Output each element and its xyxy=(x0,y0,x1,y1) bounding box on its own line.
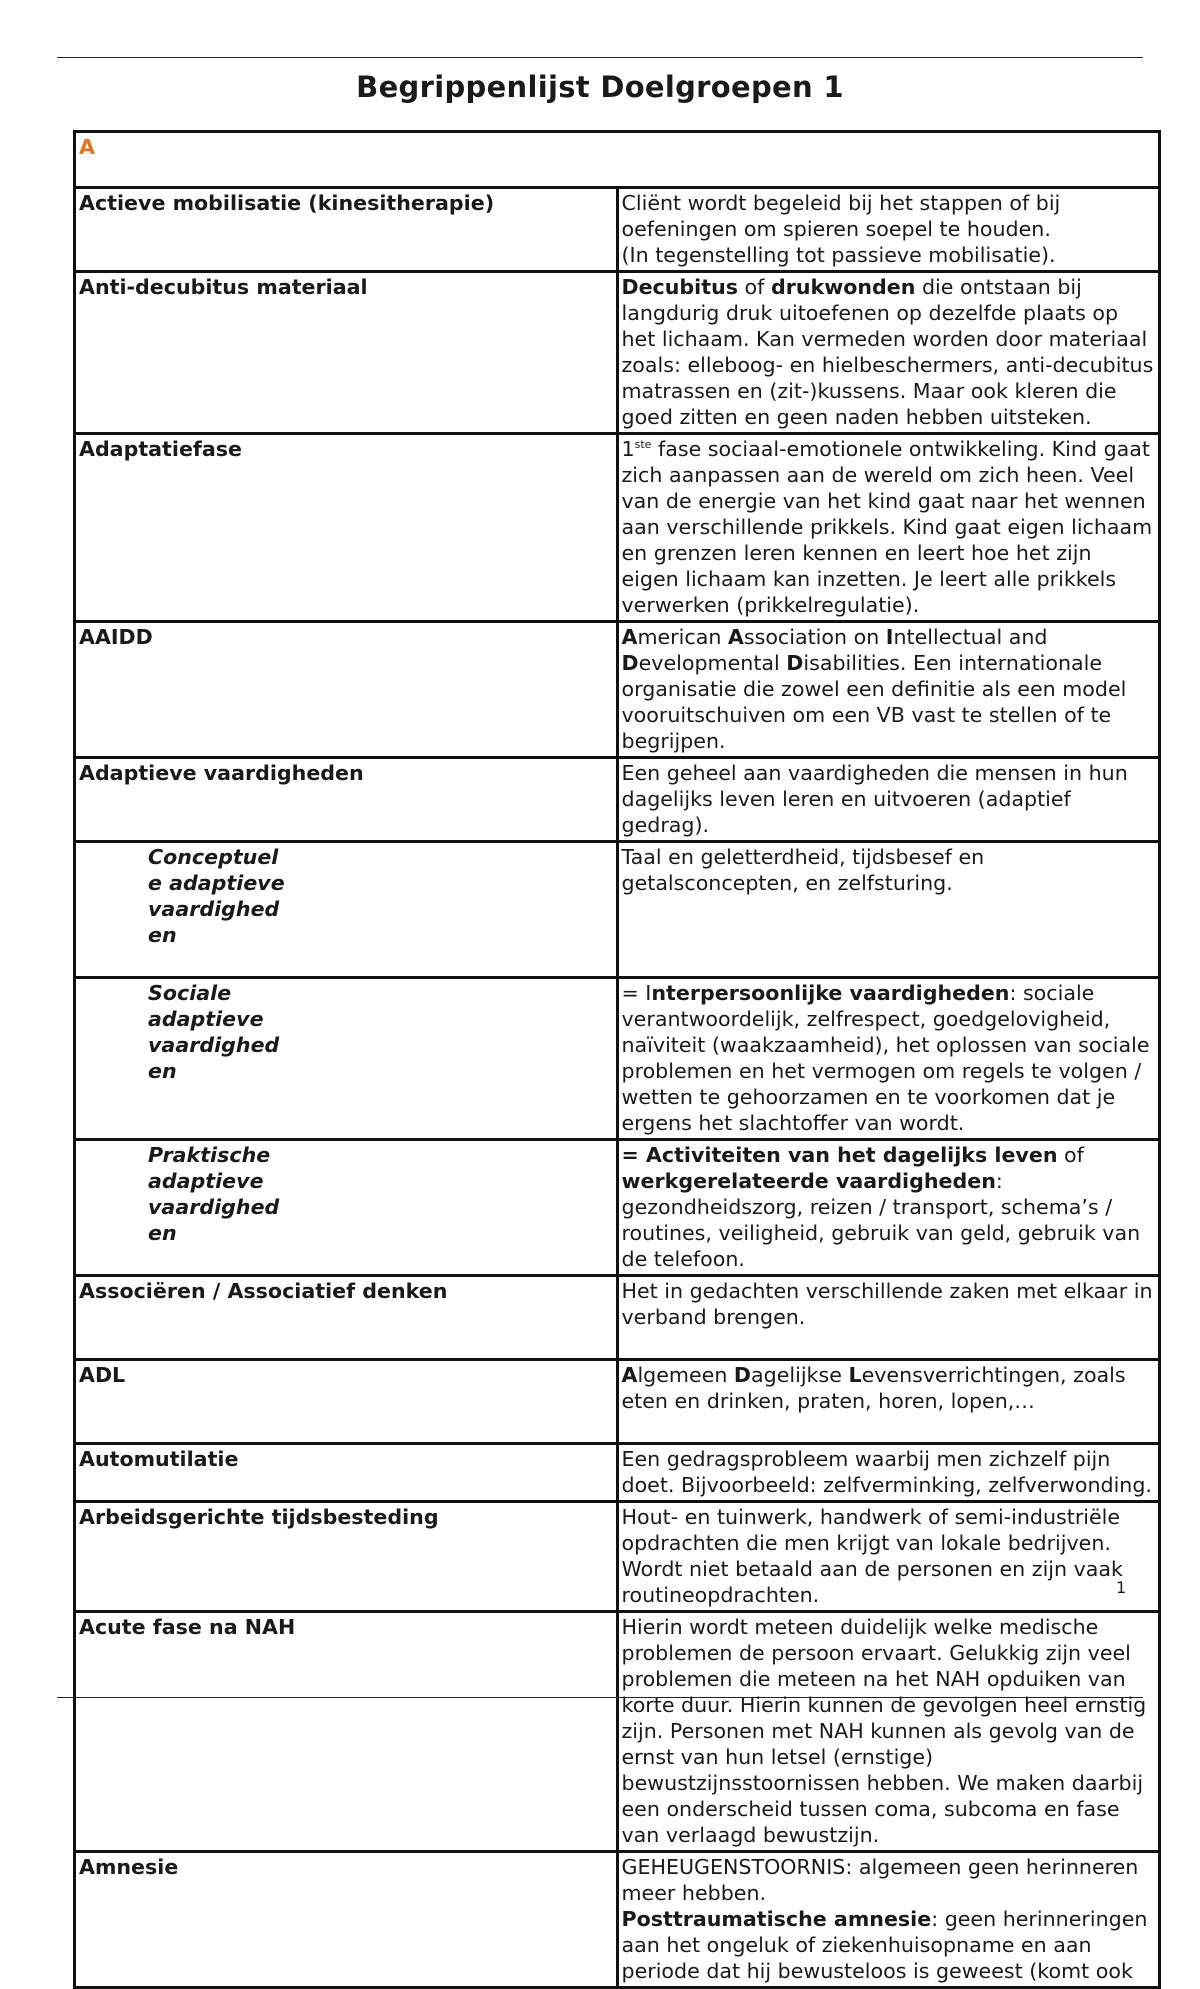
definition-cell: American Association on Intellectual and Developmental Disabilities. Een internationale organisatie die zowel een definitie als een model vooruitschuiven om een VB vast te stellen of te begrijpen. xyxy=(617,622,1160,758)
table-row xyxy=(75,1140,1160,1276)
table-row xyxy=(75,758,1160,842)
term-cell: Arbeidsgerichte tijdsbesteding xyxy=(75,1502,618,1612)
definition-cell: Een gedragsprobleem waarbij men zichzelf pijn doet. Bijvoorbeeld: zelfverminking, zelfverwonding. xyxy=(617,1444,1160,1502)
term-cell: Anti-decubitus materiaal xyxy=(75,272,618,434)
table-row xyxy=(75,622,1160,758)
table-row xyxy=(75,1276,1160,1360)
table-row xyxy=(75,272,1160,434)
definition-cell: GEHEUGENSTOORNIS: algemeen geen herinneren meer hebben. Posttraumatische amnesie: geen herinneringen aan het ongeluk of ziekenhuisopname en aan periode dat hij bewusteloos is geweest (komt ook xyxy=(617,1852,1160,1988)
table-row xyxy=(75,1852,1160,1988)
definition-cell: Hierin wordt meteen duidelijk welke medische problemen de persoon ervaart. Gelukkig zijn veel problemen die meteen na het NAH opduiken van korte duur. Hierin kunnen de gevolgen heel ernstig zijn. Personen met NAH kunnen als gevolg van de ernst van hun letsel (ernstige) bewustzijnsstoornissen hebben. We maken daarbij een onderscheid tussen coma, subcoma en fase van verlaagd bewustzijn. xyxy=(617,1612,1160,1852)
subterm-cell: Praktische adaptieve vaardighed en xyxy=(75,1140,618,1276)
term-cell: Adaptatiefase xyxy=(75,434,618,622)
subterm-cell: Sociale adaptieve vaardighed en xyxy=(75,978,618,1140)
table-row xyxy=(75,978,1160,1140)
page-number: 1 xyxy=(1116,1578,1127,1597)
footer-rule xyxy=(57,1697,1143,1698)
term-cell: Adaptieve vaardigheden xyxy=(75,758,618,842)
table-row xyxy=(75,1502,1160,1612)
glossary-table xyxy=(73,130,1161,1989)
table-row xyxy=(75,434,1160,622)
definition-cell: Het in gedachten verschillende zaken met elkaar in verband brengen. xyxy=(617,1276,1160,1360)
term-cell: Associëren / Associatief denken xyxy=(75,1276,618,1360)
term-cell: Automutilatie xyxy=(75,1444,618,1502)
term-cell: AAIDD xyxy=(75,622,618,758)
table-row xyxy=(75,842,1160,978)
definition-cell: Een geheel aan vaardigheden die mensen in hun dagelijks leven leren en uitvoeren (adaptief gedrag). xyxy=(617,758,1160,842)
header-rule xyxy=(57,57,1143,58)
table-row xyxy=(75,1444,1160,1502)
definition-cell: Hout- en tuinwerk, handwerk of semi-industriële opdrachten die men krijgt van lokale bedrijven. Wordt niet betaald aan de personen en zijn vaak routineopdrachten. xyxy=(617,1502,1160,1612)
definition-cell: = Activiteiten van het dagelijks leven of werkgerelateerde vaardigheden: gezondheidszorg, reizen / transport, schema’s / routines, veiligheid, gebruik van geld, gebruik van de telefoon. xyxy=(617,1140,1160,1276)
section-row xyxy=(75,132,1160,188)
subterm-cell: Conceptuel e adaptieve vaardighed en xyxy=(75,842,618,978)
table-row xyxy=(75,1612,1160,1852)
page-title: Begrippenlijst Doelgroepen 1 xyxy=(356,70,844,104)
term-cell: ADL xyxy=(75,1360,618,1444)
definition-cell: Algemeen Dagelijkse Levensverrichtingen, zoals eten en drinken, praten, horen, lopen,… xyxy=(617,1360,1160,1444)
term-cell: Actieve mobilisatie (kinesitherapie) xyxy=(75,188,618,272)
term-cell: Acute fase na NAH xyxy=(75,1612,618,1852)
definition-cell: 1ste fase sociaal-emotionele ontwikkeling. Kind gaat zich aanpassen aan de wereld om zich heen. Veel van de energie van het kind gaat naar het wennen aan verschillende prikkels. Kind gaat eigen lichaam en grenzen leren kennen en leert hoe het zijn eigen lichaam kan inzetten. Je leert alle prikkels verwerken (prikkelregulatie). xyxy=(617,434,1160,622)
table-row xyxy=(75,1360,1160,1444)
term-cell: Amnesie xyxy=(75,1852,618,1988)
table-row xyxy=(75,188,1160,272)
definition-cell: = Interpersoonlijke vaardigheden: sociale verantwoordelijk, zelfrespect, goedgelovigheid, naïviteit (waakzaamheid), het oplossen van sociale problemen en het vermogen om regels te volgen / wetten te gehoorzamen en te voorkomen dat je ergens het slachtoffer van wordt. xyxy=(617,978,1160,1140)
definition-cell: Cliënt wordt begeleid bij het stappen of bij oefeningen om spieren soepel te houden. (In tegenstelling tot passieve mobilisatie). xyxy=(617,188,1160,272)
definition-cell: Taal en geletterdheid, tijdsbesef en getalsconcepten, en zelfsturing. xyxy=(617,842,1160,978)
section-letter: A xyxy=(75,132,1160,188)
definition-cell: Decubitus of drukwonden die ontstaan bij langdurig druk uitoefenen op dezelfde plaats op het lichaam. Kan vermeden worden door materiaal zoals: elleboog- en hielbeschermers, anti-decubitus matrassen en (zit-)kussens. Maar ook kleren die goed zitten en geen naden hebben uitsteken. xyxy=(617,272,1160,434)
